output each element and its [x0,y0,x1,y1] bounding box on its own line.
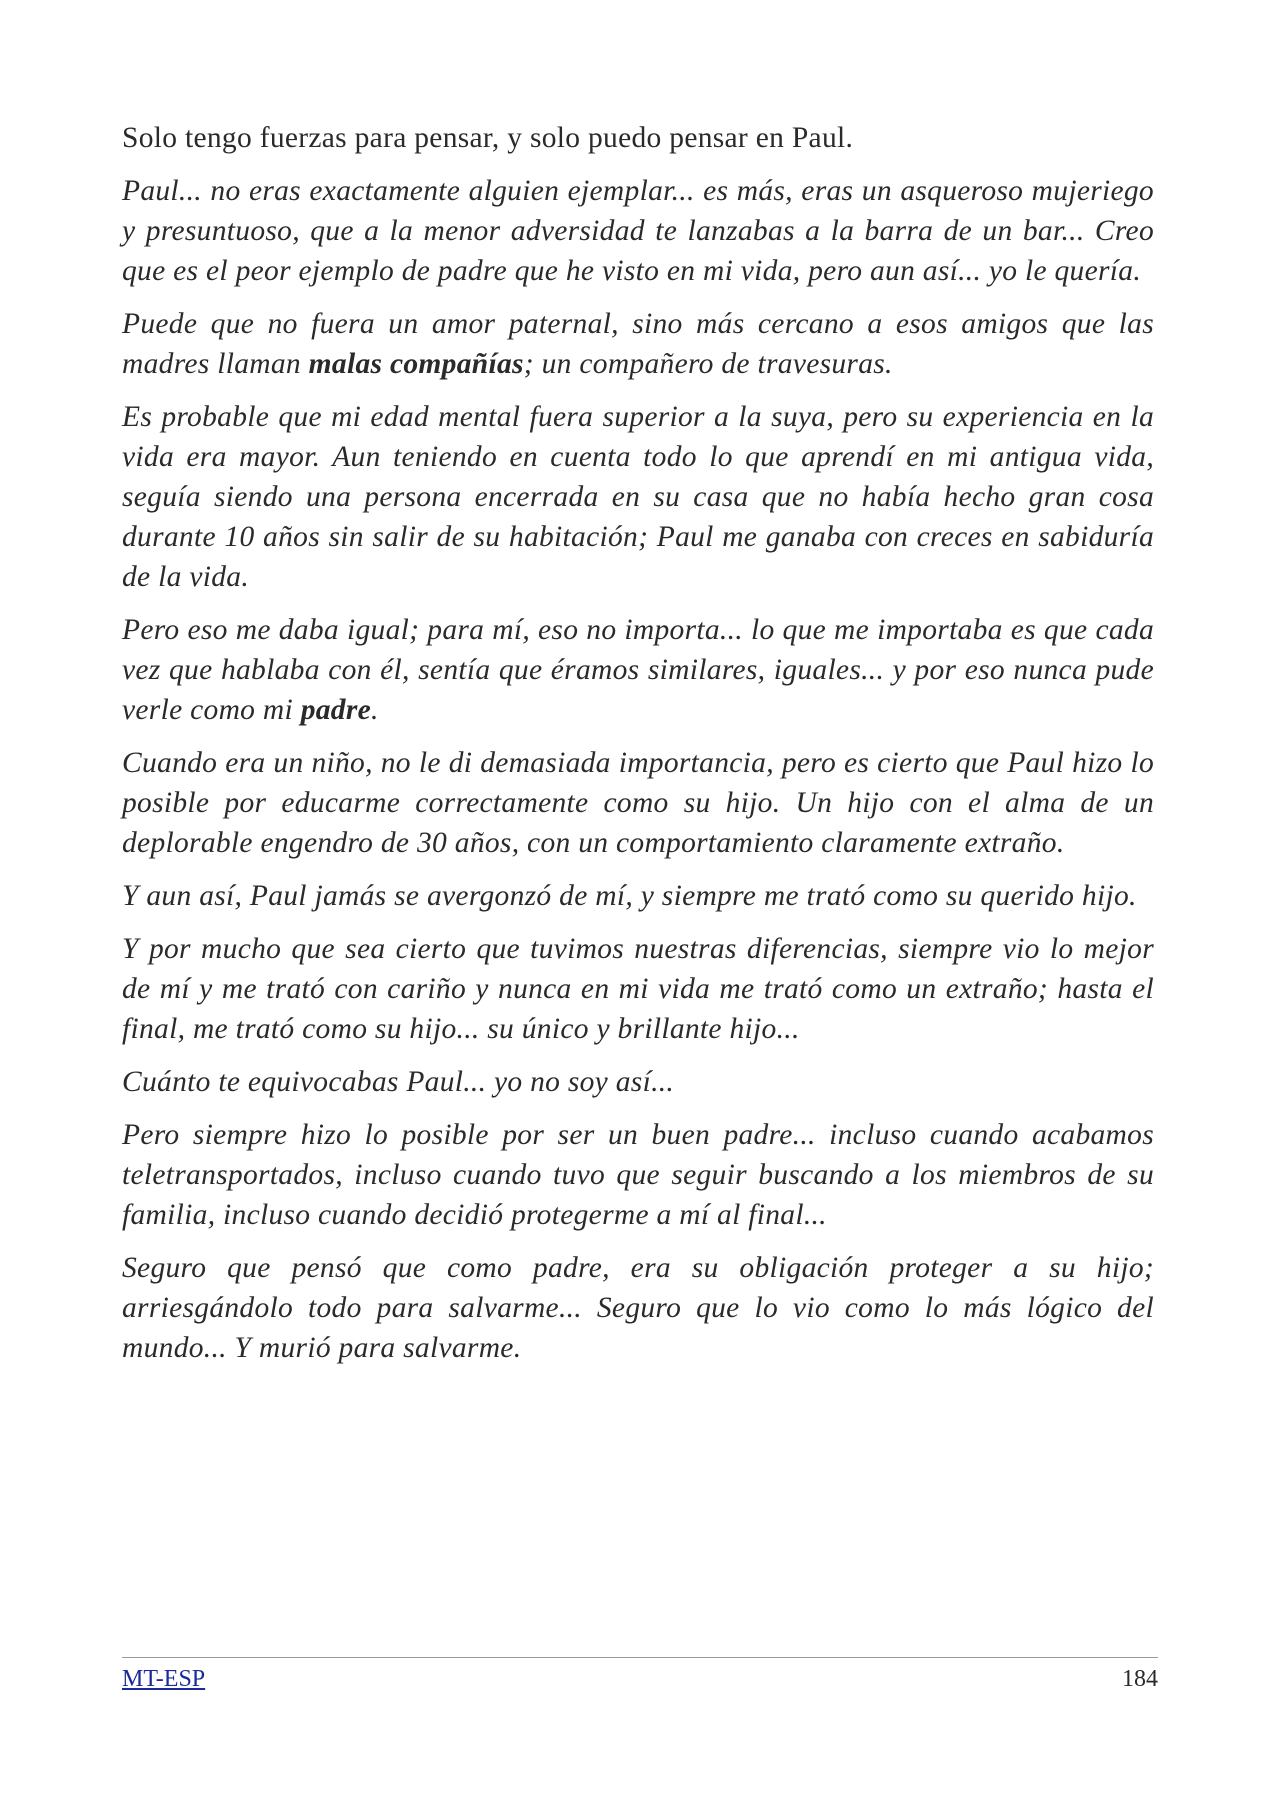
text-run: Solo tengo fuerzas para pensar, y solo puedo pensar en Paul. [122,122,854,154]
text-run: Paul... no eras exactamente alguien ejemplar... es más, eras un asqueroso mujeriego y presuntuoso, que a la menor adversidad te lanzabas a la barra de un bar... Creo que es el peor ejemplo de padre que he visto en mi vida, pero aun así... yo le quería. [122,175,1154,287]
text-run: Cuánto te equivocabas Paul... yo no soy así... [122,1066,675,1098]
paragraph [122,1115,1154,1235]
text-run: Y aun así, Paul jamás se avergonzó de mí, y siempre me trató como su querido hijo. [122,880,1137,912]
text-run: Seguro que pensó que como padre, era su obligación proteger a su hijo; arriesgándolo todo para salvarme... Seguro que lo vio como lo más lógico del mundo... Y murió para salvarme. [122,1252,1154,1364]
text-run: Y por mucho que sea cierto que tuvimos nuestras diferencias, siempre vio lo mejor de mí y me trató con cariño y nunca en mi vida me trató como un extraño; hasta el final, me trató como su hijo... su único y brillante hijo... [122,933,1154,1045]
paragraph [122,610,1154,730]
paragraph [122,929,1154,1049]
body-text [122,118,1154,1381]
paragraph [122,397,1154,597]
text-run: Puede que no fuera un amor paternal, sino más cercano a esos amigos que las madres llaman [122,308,1154,380]
paragraph [122,876,1154,916]
page-number: 184 [1122,1666,1158,1692]
paragraph [122,743,1154,863]
page-footer [122,1657,1158,1694]
paragraph [122,304,1154,384]
text-run: Cuando era un niño, no le di demasiada importancia, pero es cierto que Paul hizo lo posible por educarme correctamente como su hijo. Un hijo con el alma de un deplorable engendro de 30 años, con un comportamiento claramente extraño. [122,747,1154,859]
bold-phrase: malas compañías [308,348,524,380]
paragraph [122,1248,1154,1368]
paragraph [122,171,1154,291]
text-run: Pero eso me daba igual; para mí, eso no importa... lo que me importaba es que cada vez que hablaba con él, sentía que éramos similares, iguales... y por eso nunca pude verle como mi [122,614,1154,726]
paragraph [122,118,1154,158]
text-run: Pero siempre hizo lo posible por ser un buen padre... incluso cuando acabamos teletransportados, incluso cuando tuvo que seguir buscando a los miembros de su familia, incluso cuando decidió protegerme a mí al final... [122,1119,1154,1231]
footer-series-label: MT-ESP [122,1666,206,1692]
bold-phrase: padre [300,694,372,726]
text-run: . [371,694,379,726]
text-run: ; un compañero de travesuras. [523,348,893,380]
paragraph [122,1062,1154,1102]
text-run: Es probable que mi edad mental fuera superior a la suya, pero su experiencia en la vida era mayor. Aun teniendo en cuenta todo lo que aprendí en mi antigua vida, seguía siendo una persona encerrada en su casa que no había hecho gran cosa durante 10 años sin salir de su habitación; Paul me ganaba con creces en sabiduría de la vida. [122,401,1154,593]
